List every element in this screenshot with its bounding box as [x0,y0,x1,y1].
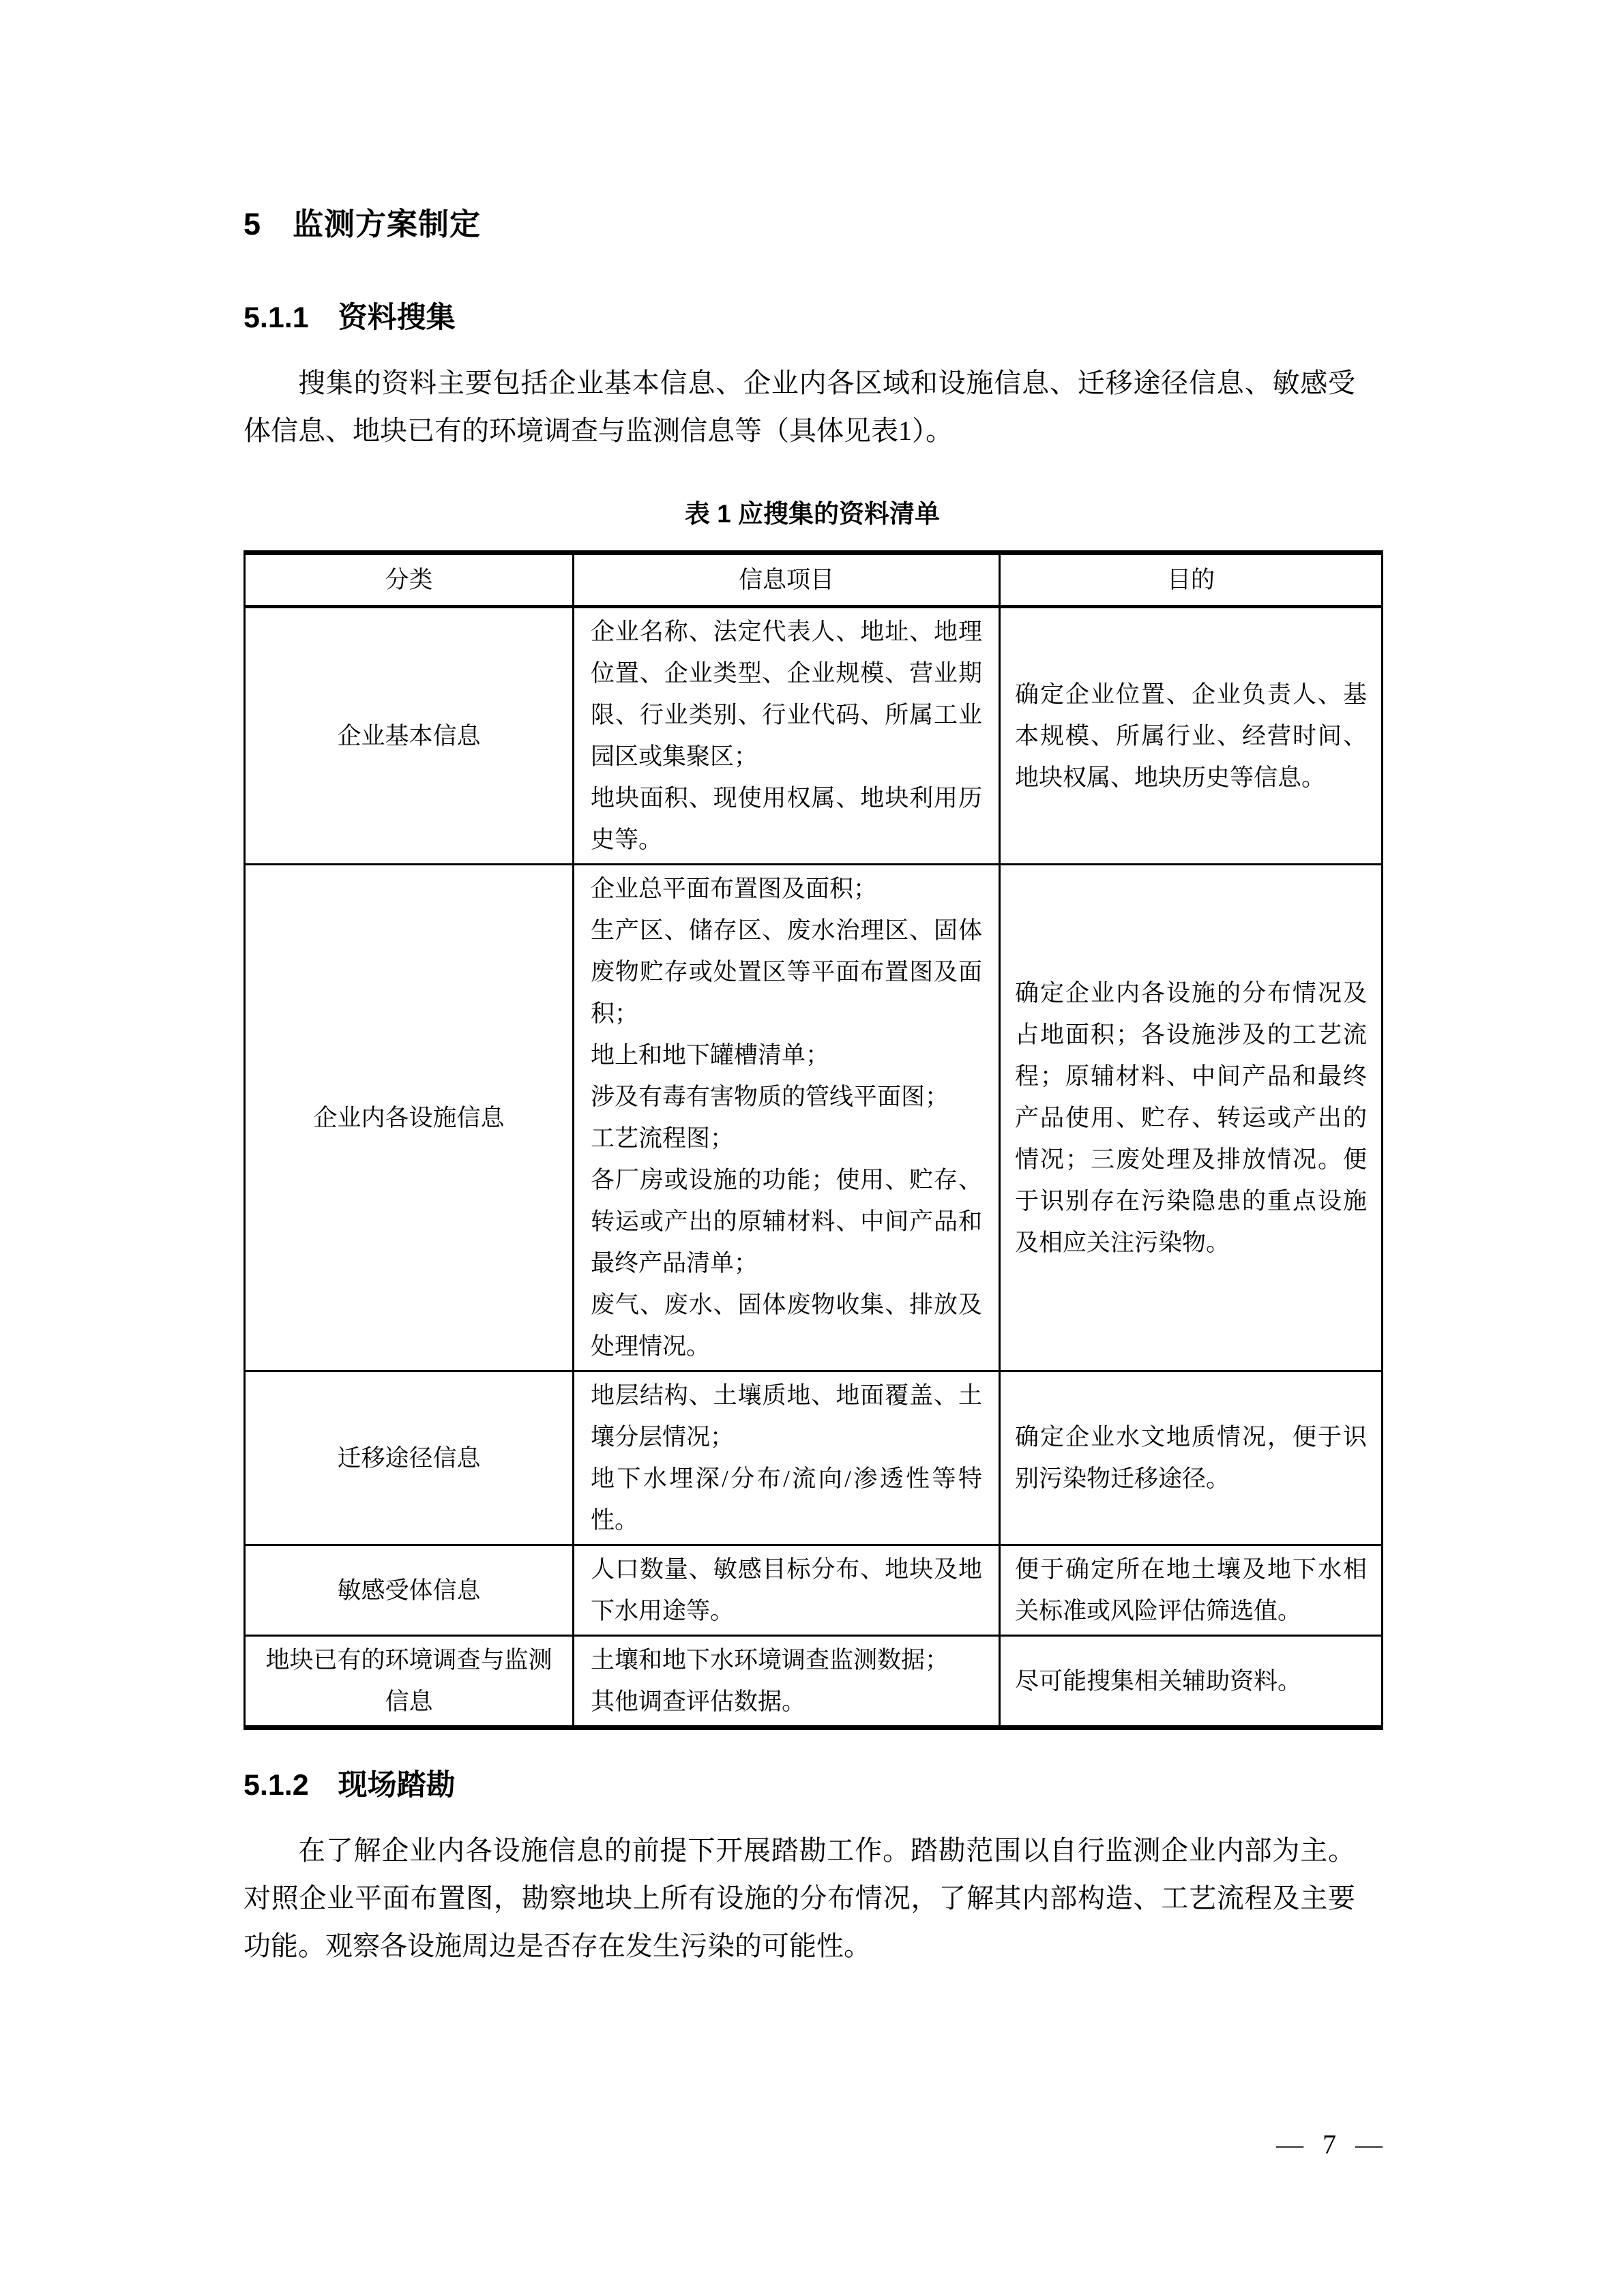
page-content [243,0,1383,1970]
cell-category: 迁移途径信息 [245,1371,574,1545]
info-line: 生产区、储存区、废水治理区、固体废物贮存或处置区等平面布置图及面积； [591,917,982,1027]
table-row-basic-info [245,607,1383,865]
info-line: 工艺流程图； [591,1125,735,1152]
info-line: 人口数量、敏感目标分布、地块及地下水用途等。 [591,1556,982,1624]
cell-info-items [574,865,1000,1371]
column-header-category: 分类 [245,553,574,607]
info-line: 土壤和地下水环境调查监测数据； [591,1647,949,1673]
cell-info-items [574,607,1000,865]
info-line: 涉及有毒有害物质的管线平面图； [591,1084,949,1110]
cell-category: 企业内各设施信息 [245,865,574,1371]
heading-section-5: 5 监测方案制定 [243,207,482,241]
table-row-sensitive-receptor-info [245,1545,1383,1636]
cell-category: 地块已有的环境调查与监测信息 [245,1636,574,1728]
cell-info-items [574,1545,1000,1636]
column-header-info-items: 信息项目 [574,553,1000,607]
info-line: 其他调查评估数据。 [591,1688,806,1715]
paragraph-5-1-1: 搜集的资料主要包括企业基本信息、企业内各区域和设施信息、迁移途径信息、敏感受体信息、地块已有的环境调查与监测信息等（具体见表1）。 [243,368,1355,446]
page-number: — 7 — [1276,2129,1383,2160]
cell-info-items [574,1371,1000,1545]
heading-section-5-1-1: 5.1.1 资料搜集 [243,301,456,334]
paragraph-5-1-2: 在了解企业内各设施信息的前提下开展踏勘工作。踏勘范围以自行监测企业内部为主。对照企业平面布置图，勘察地块上所有设施的分布情况，了解其内部构造、工艺流程及主要功能。观察各设施周边是否存在发生污染的可能性。 [243,1835,1355,1961]
column-header-purpose: 目的 [1000,553,1383,607]
cell-purpose: 确定企业内各设施的分布情况及占地面积；各设施涉及的工艺流程；原辅材料、中间产品和最终产品使用、贮存、转运或产出的情况；三废处理及排放情况。便于识别存在污染隐患的重点设施及相应关注污染物。 [1000,865,1383,1371]
cell-purpose: 确定企业水文地质情况，便于识别污染物迁移途径。 [1000,1371,1383,1545]
info-line: 地上和地下罐槽清单； [591,1042,830,1069]
table-row-facility-info [245,865,1383,1371]
heading-section-5-1-2: 5.1.2 现场踏勘 [243,1769,456,1802]
cell-category: 敏感受体信息 [245,1545,574,1636]
table-header-row [245,553,1383,607]
table-1 [243,550,1383,1730]
cell-info-items [574,1636,1000,1728]
info-line: 地下水埋深/分布/流向/渗透性等特性。 [591,1465,982,1534]
info-line: 各厂房或设施的功能；使用、贮存、转运或产出的原辅材料、中间产品和最终产品清单； [591,1167,982,1277]
cell-purpose: 尽可能搜集相关辅助资料。 [1000,1636,1383,1728]
table-1-title: 表 1 应搜集的资料清单 [684,500,941,528]
info-line: 地块面积、现使用权属、地块利用历史等。 [591,785,982,853]
info-line: 地层结构、土壤质地、地面覆盖、土壤分层情况； [591,1382,982,1450]
cell-purpose: 便于确定所在地土壤及地下水相关标准或风险评估筛选值。 [1000,1545,1383,1636]
info-line: 废气、废水、固体废物收集、排放及处理情况。 [591,1292,982,1360]
table-row-migration-path-info [245,1371,1383,1545]
cell-purpose: 确定企业位置、企业负责人、基本规模、所属行业、经营时间、地块权属、地块历史等信息。 [1000,607,1383,865]
cell-category: 企业基本信息 [245,607,574,865]
table-row-existing-survey-info [245,1636,1383,1728]
info-line: 企业名称、法定代表人、地址、地理位置、企业类型、企业规模、营业期限、行业类别、行业代码、所属工业园区或集聚区； [591,618,982,770]
info-line: 企业总平面布置图及面积； [591,876,878,902]
